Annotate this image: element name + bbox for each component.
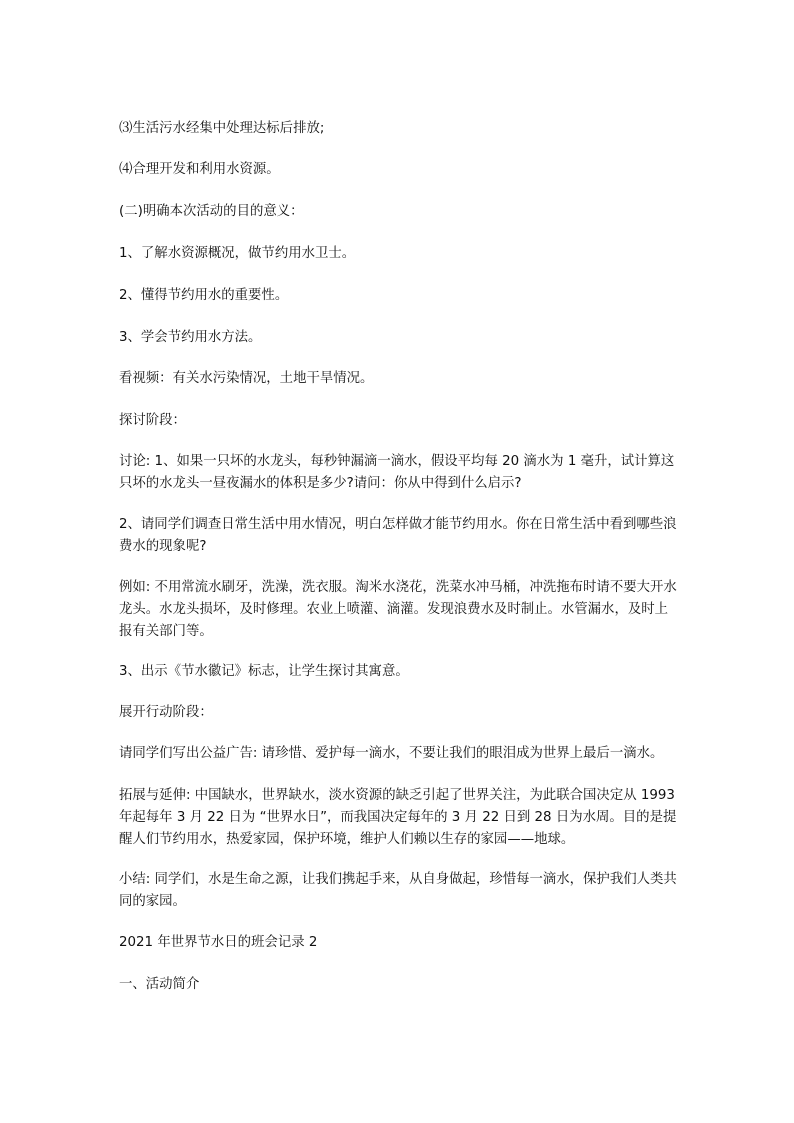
paragraph-watch-video: 看视频：有关水污染情况，土地干旱情况。	[119, 371, 374, 386]
paragraph-purpose-item-1: 1、了解水资源概况，做节约用水卫士。	[119, 246, 356, 261]
paragraph-public-service-ad: 请同学们写出公益广告: 请珍惜、爱护每一滴水，不要让我们的眼泪成为世界上最后一滴水。	[119, 746, 664, 761]
paragraph-wastewater-treatment: ⑶生活污水经集中处理达标后排放;	[119, 121, 325, 136]
paragraph-extension: 拓展与延伸: 中国缺水，世界缺水，淡水资源的缺乏引起了世界关注，为此联合国决定从 1993 年起每年 3 月 22 日为 “世界水日”，而我国决定每年的 3 月 22 日到 28 日为水周。目的是提醒人们节约用水，热爱家园，保护环境，维护人们赖以生存的家园——地球。	[119, 788, 677, 847]
paragraph-discussion-2: 2、请同学们调查日常生活中用水情况，明白怎样做才能节约用水。你在日常生活中看到哪些浪费水的现象呢?	[119, 517, 677, 554]
paragraph-summary: 小结: 同学们，水是生命之源，让我们携起手来，从自身做起，珍惜每一滴水，保护我们人类共同的家园。	[119, 872, 677, 909]
paragraph-record-title: 2021 年世界节水日的班会记录 2	[119, 935, 318, 950]
paragraph-examples: 例如: 不用常流水刷牙，洗澡，洗衣服。淘米水浇花，洗菜水冲马桶，冲洗拖布时请不要大开水龙头。水龙头损坏，及时修理。农业上喷灌、滴灌。发现浪费水及时制止。水管漏水，及时上报有关部门等。	[119, 580, 677, 639]
paragraph-purpose-item-2: 2、懂得节约用水的重要性。	[119, 288, 289, 303]
paragraph-discussion-1: 讨论: 1、如果一只坏的水龙头，每秒钟漏滴一滴水，假设平均每 20 滴水为 1 毫升，试计算这只坏的水龙头一昼夜漏水的体积是多少?请问：你从中得到什么启示?	[119, 454, 675, 491]
paragraph-activity-purpose-heading: (二)明确本次活动的目的意义：	[119, 204, 304, 219]
paragraph-water-emblem: 3、出示《节水徽记》标志，让学生探讨其寓意。	[119, 664, 409, 679]
paragraph-activity-intro: 一、活动简介	[119, 977, 200, 992]
paragraph-water-development: ⑷合理开发和利用水资源。	[119, 162, 280, 177]
paragraph-discussion-stage-heading: 探讨阶段：	[119, 413, 186, 428]
paragraph-purpose-item-3: 3、学会节约用水方法。	[119, 330, 262, 345]
paragraph-action-stage-heading: 展开行动阶段：	[119, 705, 213, 720]
